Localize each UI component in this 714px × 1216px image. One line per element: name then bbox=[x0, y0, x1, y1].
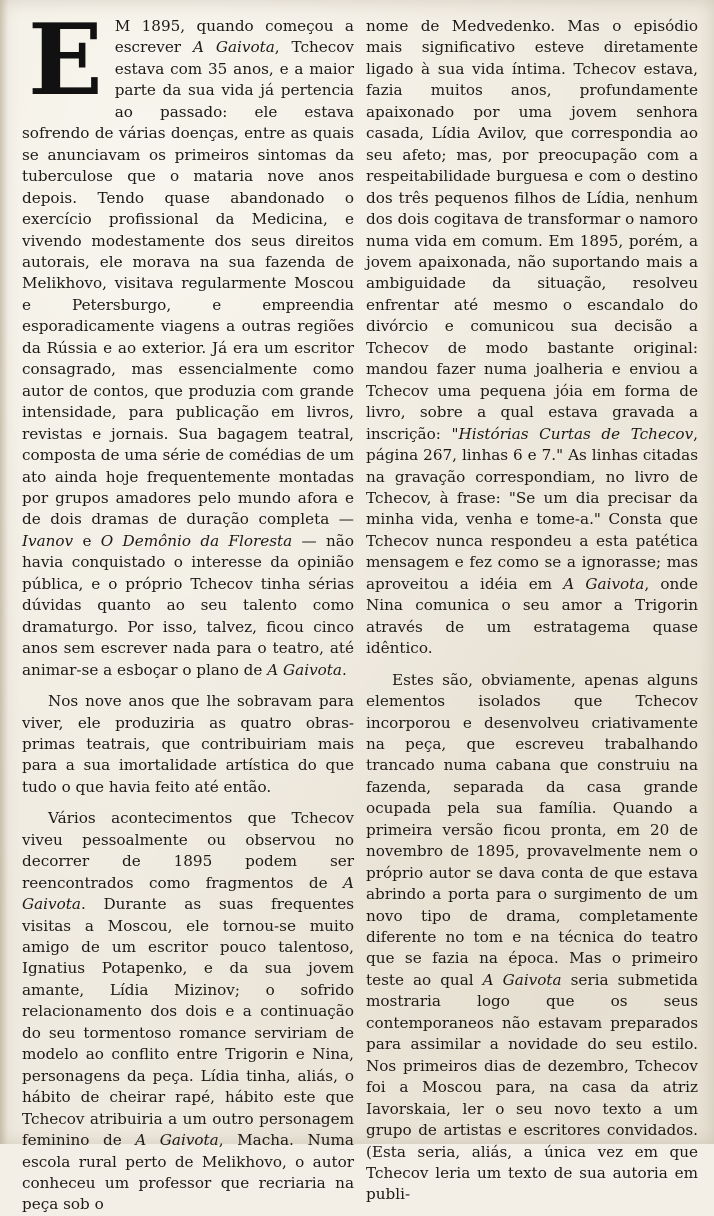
text-run: , página 267, linhas 6 e 7." As linhas citadas na gravação correspondiam, no livro de Tchecov, à frase: "Se um dia precisar da minha vida, venha e tome-a." Consta que Tchecov nunca respondeu a esta patética mensagem e fez como se a ignorasse; mas aproveitou a idéia em bbox=[366, 424, 698, 593]
text-run: Estes são, obviamente, apenas alguns elementos isolados que Tchecov incorporou e desenvolveu criativamente na peça, que escreveu trabalhando trancado numa cabana que construiu na fazenda, separada da casa grande ocupada pela sua família. Quando a primeira versão ficou pronta, em 20 de novembro de 1895, provavelmente nem o próprio autor se dava conta de que estava abrindo a porta para o surgimento de um novo tipo de drama, completamente diferente no tom e na técnica do teatro que se fazia na época. Mas o primeiro teste ao qual bbox=[366, 670, 698, 989]
italic-title: A Gaivota bbox=[192, 38, 275, 57]
paragraph bbox=[22, 3, 354, 681]
text-run: seria submetida mostraria logo que os seus contemporaneos não estavam preparados para assimilar a novidade do seu estilo. Nos primeiros dias de dezembro, Tchecov foi a Moscou para, na casa da atriz Iavorskaia, ler o seu novo texto a um grupo de artistas e escritores convidados. (Esta seria, aliás, a única vez em que Tchecov leria um texto de sua autoria em publi- bbox=[366, 970, 698, 1204]
article-columns bbox=[22, 3, 698, 1214]
italic-title: Ivanov bbox=[22, 531, 74, 550]
italic-title: Histórias Curtas de Tchecov bbox=[458, 424, 694, 443]
text-run: , onde Nina comunica o seu amor a Trigorin através de um estratagema quase idêntico. bbox=[366, 574, 698, 658]
text-run: M 1895, quando começou a escrever bbox=[114, 17, 354, 57]
text-run: e bbox=[73, 531, 101, 550]
italic-title: O Demônio da Floresta bbox=[100, 531, 293, 550]
italic-title: A Gaivota bbox=[267, 660, 342, 679]
paragraph bbox=[366, 16, 698, 660]
paper-edge-shadow bbox=[0, 0, 8, 1144]
drop-cap: E bbox=[28, 3, 103, 118]
text-run: , Macha. Numa escola rural perto de Melikhovo, o autor conheceu um professor que recriaria na peça sob o bbox=[22, 1131, 354, 1214]
text-run: , Tchecov estava com 35 anos, e a maior parte da sua vida já pertencia ao passado: ele estava sofrendo de várias doenças, entre as quais se anunciavam os primeiros sintomas da tuberculose que o mataria nove anos depois. Tendo quase abandonado o exercício profissional da Medicina, e vivendo modestamente dos seus direitos autorais, ele morava na sua fazenda de Melikhovo, visitava regularmente Moscou e Petersburgo, e empreendia esporadicamente viagens a outras regiões da Rússia e ao exterior. Já era um escritor consagrado, mas essencialmente como autor de contos, que produzia com grande intensidade, para publicação em livros, revistas e jornais. Sua bagagem teatral, composta de uma série de comédias de um ato ainda hoje frequentemente montadas por grupos amadores pelo mundo afora e de dois dramas de duração completa — bbox=[22, 38, 354, 529]
paragraph: Nos nove anos que lhe sobravam para viver, ele produziria as quatro obras-primas teatrais, que contribuiriam mais para a sua imortalidade artística do que tudo o que havia feito até então. bbox=[22, 692, 354, 796]
text-run: . Durante as suas frequentes visitas a Moscou, ele tornou-se muito amigo de um escritor pouco talentoso, Ignatius Potapenko, e da sua jovem amante, Lídia Mizinov; o sofrido relacionamento dos dois e a continuação do seu tormentoso romance serviriam de modelo ao conflito entre Trigorin e Nina, personagens da peça. Lídia tinha, aliás, o hábito de cheirar rapé, hábito este que Tchecov atribuiria a um outro personagem feminino de bbox=[22, 895, 354, 1150]
paragraph bbox=[366, 670, 698, 1206]
text-run: . bbox=[341, 660, 347, 679]
article-column-left bbox=[22, 3, 354, 1214]
text-run: — não havia conquistado o interesse da opinião pública, e o próprio Tchecov tinha sérias dúvidas quanto ao seu talento como dramaturgo. Por isso, talvez, ficou cinco anos sem escrever nada para o teatro, até animar-se a esboçar o plano de bbox=[22, 531, 354, 679]
italic-title: A Gaivota bbox=[482, 970, 562, 989]
paragraph bbox=[22, 808, 354, 1216]
text-run: nome de Medvedenko. Mas o episódio mais significativo esteve diretamente ligado à sua vida íntima. Tchecov estava, fazia muitos anos, profundamente apaixonado por uma jovem senhora casada, Lídia Avilov, que correspondia ao seu afeto; mas, por preocupação com a respeitabilidade burguesa e com o destino dos três pequenos filhos de Lídia, nenhum dos dois cogitava de transformar o namoro numa vida em comum. Em 1895, porém, a jovem apaixonada, não suportando mais a ambiguidade da situação, resolveu enfrentar até mesmo o escandalo do divórcio e comunicou sua decisão a Tchecov de modo bastante original: mandou fazer numa joalheria e enviou a Tchecov uma pequena jóia em forma de livro, sobre a qual estava gravada a inscrição: " bbox=[366, 17, 698, 443]
italic-title: A Gaivota bbox=[135, 1131, 219, 1150]
italic-title: A Gaivota bbox=[563, 574, 645, 593]
text-run: Vários acontecimentos que Tchecov viveu pessoalmente ou observou no decorrer de 1895 podem ser reencontrados como fragmentos de bbox=[22, 809, 354, 892]
italic-title: A Gaivota bbox=[22, 873, 354, 914]
article-column-right bbox=[366, 16, 698, 1204]
